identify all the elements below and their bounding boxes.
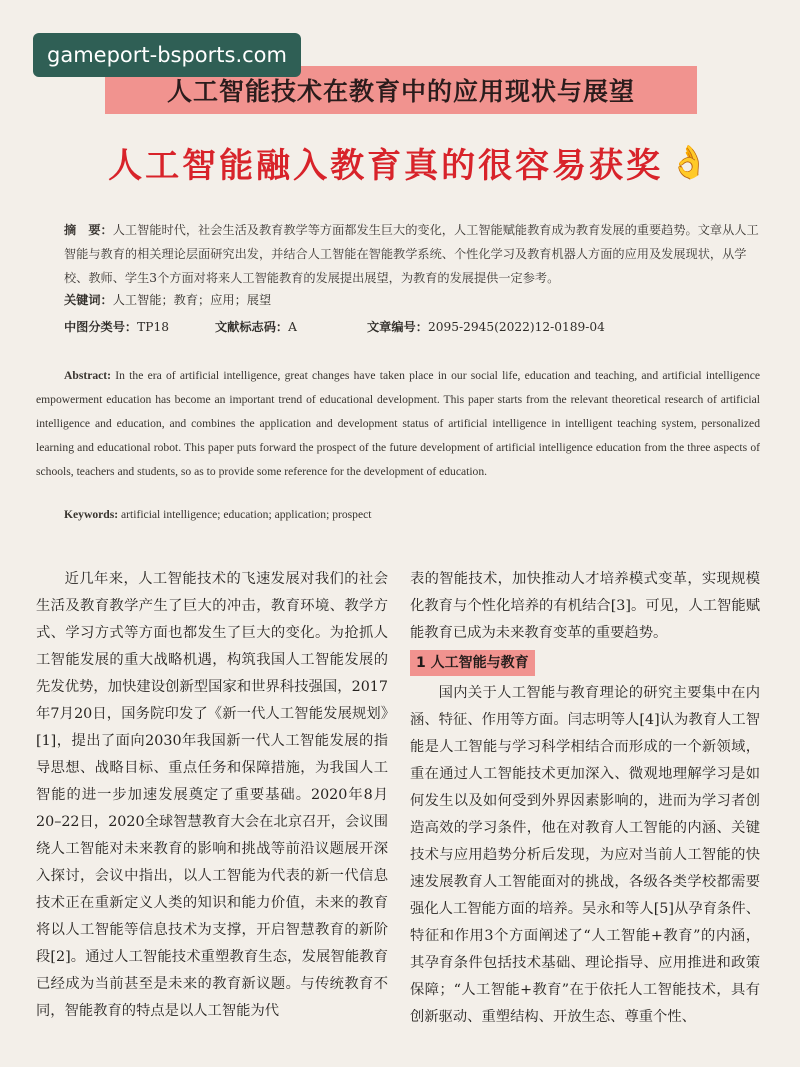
- clc-number: [64, 318, 169, 335]
- cn-abstract: [64, 218, 762, 290]
- ok-hand-icon: 👌: [669, 143, 712, 181]
- article-number-value: 2095-2945(2022)12-0189-04: [427, 320, 605, 334]
- cn-abstract-text: 人工智能时代，社会生活及教育教学等方面都发生巨大的变化，人工智能赋能教育成为教育发展的重要趋势。文章从人工智能与教育的相关理论层面研究出发，并结合人工智能在智能教学系统、个性化学习及教育机器人方面的应用及发展现状，从学校、教师、学生3个方面对将来人工智能教育的发展提出展望，为教育的发展提供一定参考。: [64, 223, 759, 285]
- en-keywords-label: Keywords:: [64, 508, 119, 521]
- en-abstract: [36, 364, 760, 484]
- en-abstract-label: Abstract:: [64, 369, 112, 382]
- doc-code-value: A: [288, 320, 297, 334]
- cn-keywords-label: 关键词：: [64, 293, 113, 307]
- headline: [60, 138, 760, 186]
- en-keywords-text: artificial intelligence; education; application; prospect: [121, 508, 372, 521]
- en-abstract-text: In the era of artificial intelligence, great changes have taken place in our social life, education and teaching, and artificial intelligence empowerment education has become an important trend of educational development. This paper starts from the relevant theoretical research of artificial intelligence and education, and combines the application and development status of artificial intelligence in intelligent teaching system, personalized learning and educational robot. This paper puts forward the prospect of the future development of artificial intelligence education from the three aspects of schools, teachers and students, so as to provide some reference for the development of education.: [36, 369, 760, 478]
- paper-title: 人工智能技术在教育中的应用现状与展望: [105, 66, 697, 114]
- section-heading: 1 人工智能与教育: [410, 650, 535, 676]
- body-paragraph: 国内关于人工智能与教育理论的研究主要集中在内涵、特征、作用等方面。闫志明等人[4]认为教育人工智能是人工智能与学习科学相结合而形成的一个新领域，重在通过人工智能技术更加深入、微观地理解学习是如何发生以及如何受到外界因素影响的，进而为学习者创造高效的学习条件，他在对教育人工智能的内涵、关键技术与应用趋势分析后发现，为应对当前人工智能的快速发展教育人工智能面对的挑战，各级各类学校都需要强化人工智能方面的培养。吴永和等人[5]从孕育条件、特征和作用3个方面阐述了“人工智能+教育”的内涵，其孕育条件包括技术基础、理论指导、应用推进和政策保障；“人工智能+教育”在于依托人工智能技术，具有创新驱动、重塑结构、开放生态、尊重个性、: [410, 685, 760, 1025]
- article-number-label: 文章编号：: [367, 320, 428, 334]
- doc-code: [215, 318, 297, 335]
- cn-keywords: [64, 291, 271, 308]
- article-number: [367, 318, 605, 335]
- headline-text: 人工智能融入教育真的很容易获奖: [108, 145, 664, 186]
- doc-code-label: 文献标志码：: [215, 320, 289, 334]
- watermark: gameport-bsports.com: [33, 33, 301, 77]
- cn-abstract-label: 摘 要：: [64, 223, 113, 237]
- cn-keywords-text: 人工智能；教育；应用；展望: [112, 293, 272, 307]
- en-keywords: [64, 508, 764, 521]
- body-paragraph-continued: 表的智能技术，加快推动人才培养模式变革，实现规模化教育与个性化培养的有机结合[3]。可见，人工智能赋能教育已成为未来教育变革的重要趋势。: [410, 571, 760, 641]
- body-paragraph: 近几年来，人工智能技术的飞速发展对我们的社会生活及教育教学产生了巨大的冲击，教育环境、教学方式、学习方式等方面也都发生了巨大的变化。为抢抓人工智能发展的重大战略机遇，构筑我国人工智能发展的先发优势，加快建设创新型国家和世界科技强国，2017年7月20日，国务院印发了《新一代人工智能发展规划》[1]，提出了面向2030年我国新一代人工智能发展的指导思想、战略目标、重点任务和保障措施，为我国人工智能的进一步加速发展奠定了重要基础。2020年8月20–22日，2020全球智慧教育大会在北京召开，会议围绕人工智能对未来教育的影响和挑战等前沿议题展开深入探讨，会议中指出，以人工智能为代表的新一代信息技术正在重新定义人类的知识和能力价值，未来的教育将以人工智能等信息技术为支撑，开启智慧教育的新阶段[2]。通过人工智能技术重塑教育生态，发展智能教育已经成为当前甚至是未来的教育新议题。与传统教育不同，智能教育的特点是以人工智能为代: [36, 571, 388, 1019]
- clc-value: TP18: [137, 320, 169, 334]
- body-column-left: [36, 566, 388, 1025]
- body-column-right: [410, 566, 760, 1031]
- clc-label: 中图分类号：: [64, 320, 138, 334]
